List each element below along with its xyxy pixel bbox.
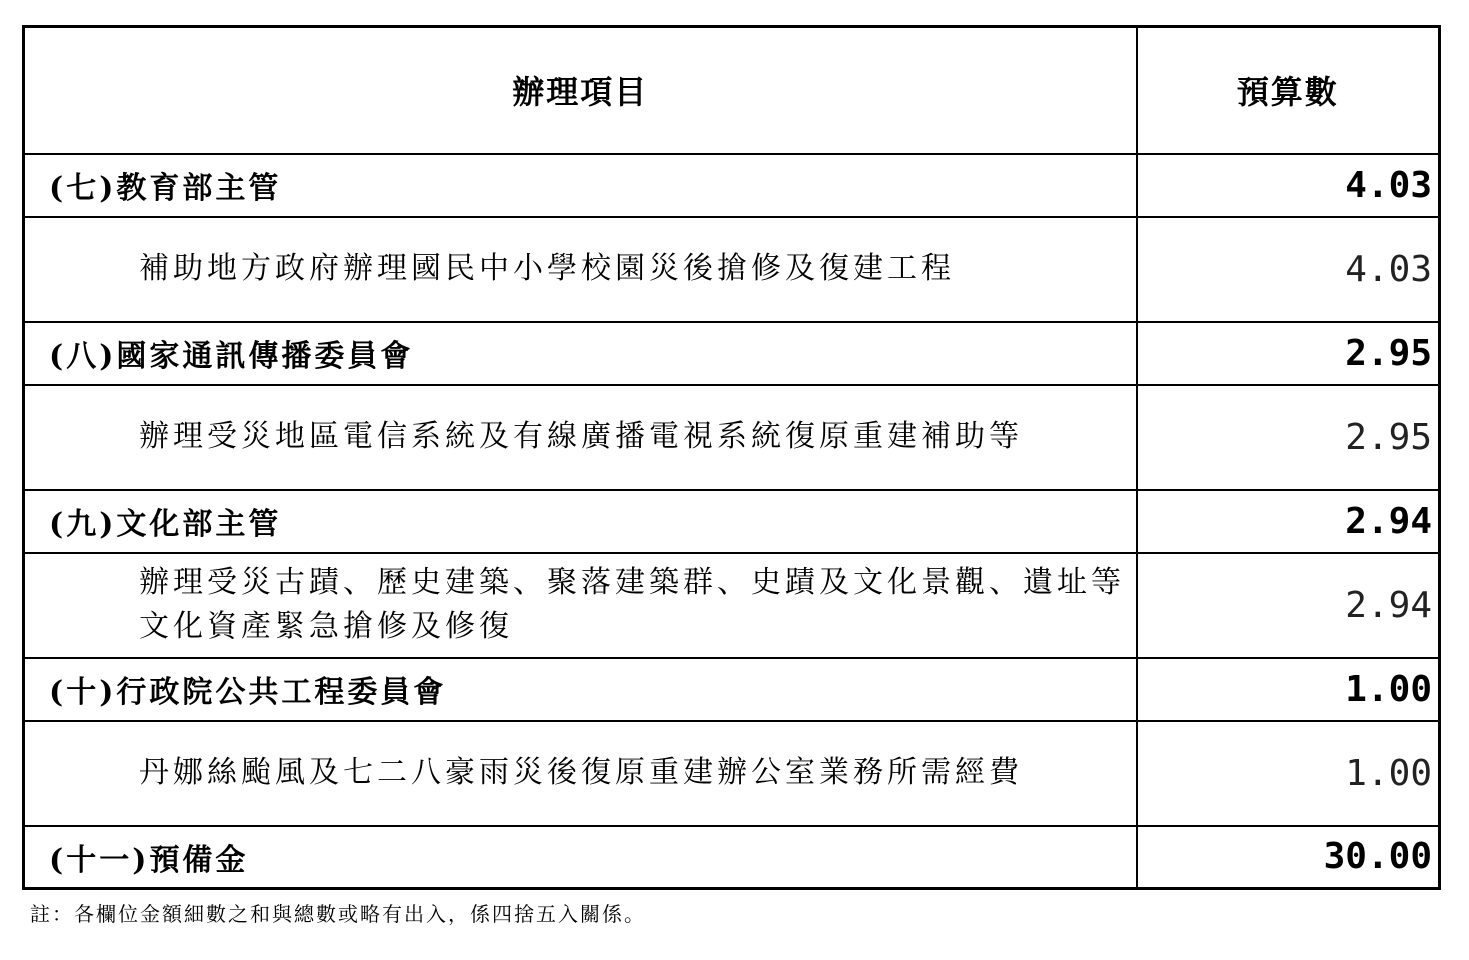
budget-table bbox=[22, 25, 1441, 890]
item-amount: 2.95 bbox=[1137, 385, 1440, 490]
table-row-item bbox=[24, 385, 1440, 490]
item-label: 丹娜絲颱風及七二八豪雨災後復原重建辦公室業務所需經費 bbox=[24, 721, 1137, 826]
item-label: 辦理受災古蹟、歷史建築、聚落建築群、史蹟及文化景觀、遺址等文化資產緊急搶修及修復 bbox=[24, 553, 1137, 658]
table-row-item bbox=[24, 553, 1440, 658]
footnote: 註：各欄位金額細數之和與總數或略有出入，係四捨五入關係。 bbox=[30, 902, 646, 926]
table-row-item bbox=[24, 721, 1440, 826]
category-amount: 2.94 bbox=[1137, 490, 1440, 553]
category-label: (十一)預備金 bbox=[24, 826, 1137, 889]
table-header-row bbox=[24, 27, 1440, 154]
table-row-category bbox=[24, 322, 1440, 385]
item-amount: 1.00 bbox=[1137, 721, 1440, 826]
category-label: (十)行政院公共工程委員會 bbox=[24, 658, 1137, 721]
table-row-category bbox=[24, 826, 1440, 889]
item-label: 補助地方政府辦理國民中小學校園災後搶修及復建工程 bbox=[24, 217, 1137, 322]
table-row-item bbox=[24, 217, 1440, 322]
category-label: (九)文化部主管 bbox=[24, 490, 1137, 553]
header-item: 辦理項目 bbox=[24, 27, 1137, 154]
table-row-category bbox=[24, 658, 1440, 721]
table-row-category bbox=[24, 154, 1440, 217]
item-amount: 2.94 bbox=[1137, 553, 1440, 658]
table-row-category bbox=[24, 490, 1440, 553]
item-label: 辦理受災地區電信系統及有線廣播電視系統復原重建補助等 bbox=[24, 385, 1137, 490]
category-amount: 1.00 bbox=[1137, 658, 1440, 721]
category-amount: 30.00 bbox=[1137, 826, 1440, 889]
category-amount: 4.03 bbox=[1137, 154, 1440, 217]
category-label: (七)教育部主管 bbox=[24, 154, 1137, 217]
item-amount: 4.03 bbox=[1137, 217, 1440, 322]
header-amount: 預算數 bbox=[1137, 27, 1440, 154]
category-amount: 2.95 bbox=[1137, 322, 1440, 385]
category-label: (八)國家通訊傳播委員會 bbox=[24, 322, 1137, 385]
